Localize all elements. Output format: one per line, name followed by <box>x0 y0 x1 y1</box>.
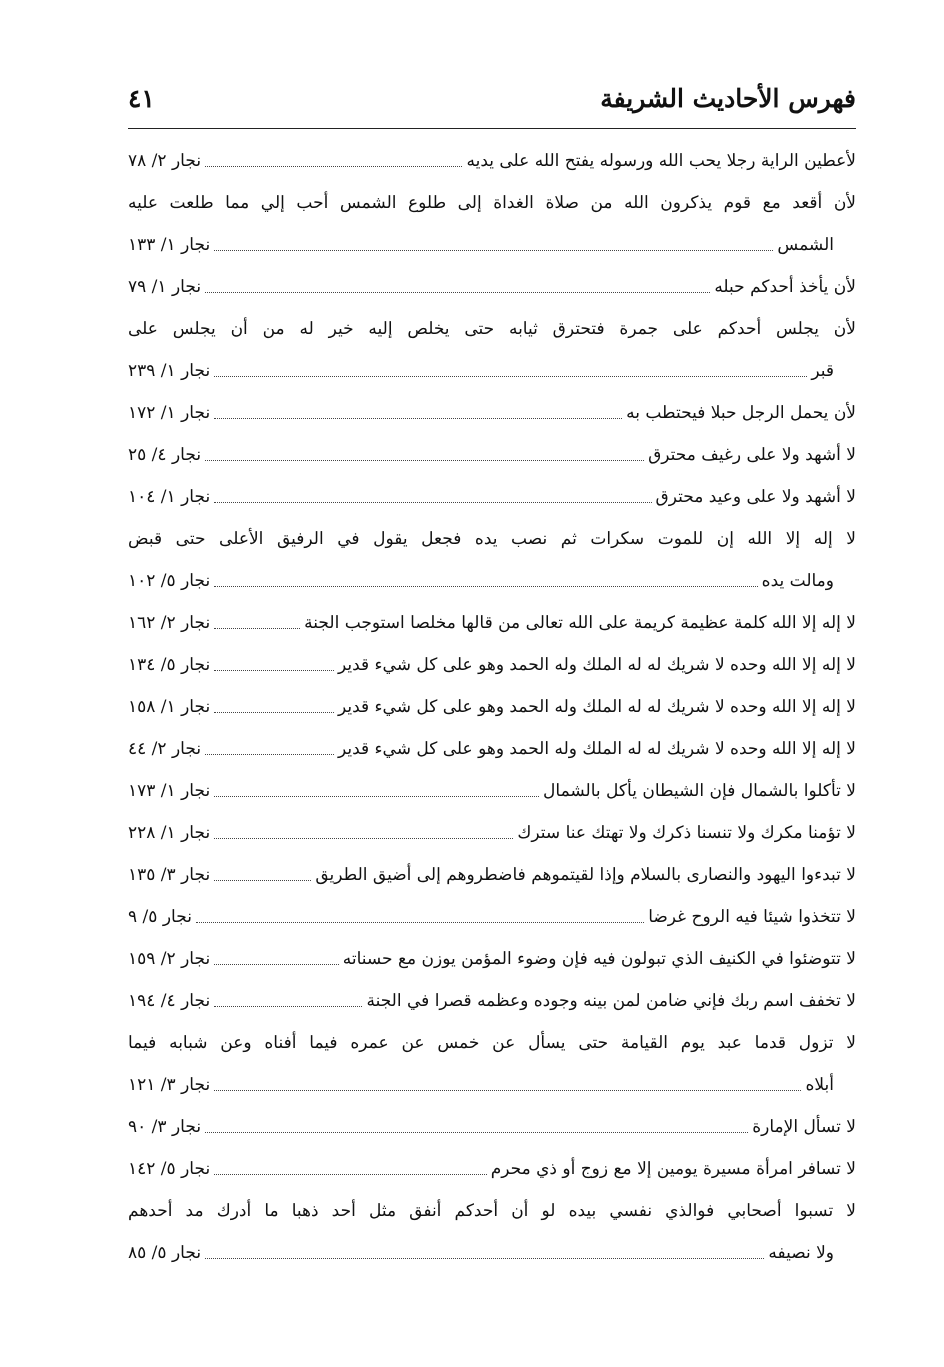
entry-text: أبلاه <box>805 1075 834 1095</box>
index-entry <box>128 602 856 644</box>
entry-text: لا تزول قدما عبد يوم القيامة حتى يسأل عن خمس عن عمره فيما أفناه وعن شبابه فيما <box>128 1033 856 1053</box>
entry-text: لا تتخذوا شيئا فيه الروح غرضا <box>648 907 856 927</box>
entry-reference: نجار ٢/ ٤٤ <box>128 739 202 759</box>
index-entry <box>128 140 856 182</box>
entry-text: لا تسبوا أصحابي فوالذي نفسي بيده لو أن أحدكم أنفق مثل أحد ذهبا ما أدرك مد أحدهم <box>128 1201 856 1221</box>
dot-leader <box>214 796 539 797</box>
index-entry <box>128 770 856 812</box>
dot-leader <box>205 1258 764 1259</box>
dot-leader <box>214 964 339 965</box>
dot-leader <box>196 922 644 923</box>
index-entry <box>128 728 856 770</box>
entry-reference: نجار ٢/ ٧٨ <box>128 151 202 171</box>
index-entry <box>128 392 856 434</box>
entry-reference: نجار ٢/ ١٦٢ <box>128 613 211 633</box>
dot-leader <box>205 166 462 167</box>
index-entry-continued <box>128 518 856 560</box>
entry-text: لا إله إلا الله وحده لا شريك له له الملك وله الحمد وهو على كل شيء قدير <box>337 655 856 675</box>
dot-leader <box>214 670 334 671</box>
entry-text: لا تأكلوا بالشمال فإن الشيطان يأكل بالشمال <box>543 781 856 801</box>
entry-text: لا تسأل الإمارة <box>752 1117 856 1137</box>
entry-reference: نجار ١/ ١٠٤ <box>128 487 211 507</box>
dot-leader <box>214 502 651 503</box>
entry-reference: نجار ٥/ ١٠٢ <box>128 571 211 591</box>
index-entry-continued <box>128 1022 856 1064</box>
dot-leader <box>214 418 622 419</box>
dot-leader <box>205 1132 748 1133</box>
dot-leader <box>214 880 311 881</box>
dot-leader <box>205 754 334 755</box>
entry-reference: نجار ٥/ ١٣٤ <box>128 655 211 675</box>
dot-leader <box>205 292 710 293</box>
entry-reference: نجار ١/ ١٣٣ <box>128 235 211 255</box>
index-entry <box>128 224 856 266</box>
header-rule <box>128 128 856 129</box>
entry-reference: نجار ٥/ ١٤٢ <box>128 1159 211 1179</box>
entry-reference: نجار ١/ ١٥٨ <box>128 697 211 717</box>
entry-text: ولا نصيفه <box>768 1243 834 1263</box>
dot-leader <box>205 460 644 461</box>
index-entry-continued <box>128 308 856 350</box>
entry-text: لأعطين الراية رجلا يحب الله ورسوله يفتح الله على يديه <box>466 151 856 171</box>
index-entry <box>128 266 856 308</box>
index-entry <box>128 812 856 854</box>
entry-text: لا تخفف اسم ربك فإني ضامن لمن بينه وجوده وعظمه قصرا في الجنة <box>366 991 856 1011</box>
entry-text: لا تسافر امرأة مسيرة يومين إلا مع زوج أو ذي محرم <box>490 1159 856 1179</box>
dot-leader <box>214 628 300 629</box>
entry-reference: نجار ١/ ١٧٣ <box>128 781 211 801</box>
entry-text: ومالت يده <box>761 571 834 591</box>
page-number: ٤١ <box>128 83 155 113</box>
entry-text: لأن يحمل الرجل حبلا فيحتطب به <box>626 403 856 423</box>
entry-reference: نجار ٥/ ٨٥ <box>128 1243 202 1263</box>
index-entry <box>128 1106 856 1148</box>
entry-text: لا أشهد ولا على رغيف محترق <box>648 445 856 465</box>
entry-text: الشمس <box>777 235 834 255</box>
entry-text: لا تؤمنا مكرك ولا تنسنا ذكرك ولا تهتك عنا سترك <box>517 823 856 843</box>
entry-reference: نجار ١/ ١٧٢ <box>128 403 211 423</box>
index-entry <box>128 350 856 392</box>
index-entry <box>128 980 856 1022</box>
index-entry <box>128 854 856 896</box>
index-entry-continued <box>128 182 856 224</box>
entry-reference: نجار ٣/ ١٣٥ <box>128 865 211 885</box>
entry-text: لا إله إلا الله إن للموت سكرات ثم نصب يده فجعل يقول في الرفيق الأعلى حتى قبض <box>128 529 856 549</box>
index-entry <box>128 644 856 686</box>
entry-text: لا إله إلا الله وحده لا شريك له له الملك وله الحمد وهو على كل شيء قدير <box>337 739 856 759</box>
entry-text: لا أشهد ولا على وعيد محترق <box>655 487 856 507</box>
dot-leader <box>214 712 334 713</box>
dot-leader <box>214 250 773 251</box>
index-entry <box>128 476 856 518</box>
index-entry <box>128 686 856 728</box>
entry-reference: نجار ٥/ ٩ <box>128 907 192 927</box>
dot-leader <box>214 1006 362 1007</box>
entry-reference: نجار ٢/ ١٥٩ <box>128 949 211 969</box>
hadith-index-list <box>128 140 856 1274</box>
index-entry <box>128 434 856 476</box>
entry-text: لأن يأخذ أحدكم حبله <box>714 277 856 297</box>
entry-reference: نجار ٣/ ٩٠ <box>128 1117 202 1137</box>
entry-reference: نجار ١/ ٢٢٨ <box>128 823 211 843</box>
dot-leader <box>214 586 757 587</box>
dot-leader <box>214 838 513 839</box>
entry-text: لا تبدءوا اليهود والنصارى بالسلام وإذا لقيتموهم فاضطروهم إلى أضيق الطريق <box>315 865 856 885</box>
page-header <box>128 78 856 118</box>
entry-reference: نجار ١/ ٧٩ <box>128 277 202 297</box>
entry-reference: نجار ١/ ٢٣٩ <box>128 361 211 381</box>
dot-leader <box>214 376 807 377</box>
dot-leader <box>214 1090 801 1091</box>
index-entry-continued <box>128 1190 856 1232</box>
index-entry <box>128 1148 856 1190</box>
index-entry <box>128 1232 856 1274</box>
entry-reference: نجار ٤/ ٢٥ <box>128 445 202 465</box>
entry-reference: نجار ٣/ ١٢١ <box>128 1075 211 1095</box>
entry-text: قبر <box>811 361 834 381</box>
entry-text: لا إله إلا الله وحده لا شريك له له الملك وله الحمد وهو على كل شيء قدير <box>337 697 856 717</box>
entry-text: لا تتوضئوا في الكنيف الذي تبولون فيه فإن وضوء المؤمن يوزن مع حسناته <box>342 949 856 969</box>
page-title: فهرس الأحاديث الشريفة <box>600 83 856 113</box>
entry-text: لا إله إلا الله كلمة عظيمة كريمة على الله تعالى من قالها مخلصا استوجب الجنة <box>304 613 856 633</box>
index-entry <box>128 896 856 938</box>
index-entry <box>128 938 856 980</box>
index-entry <box>128 560 856 602</box>
entry-text: لأن يجلس أحدكم على جمرة فتحترق ثيابه حتى يخلص إليه خير له من أن يجلس على <box>128 319 856 339</box>
entry-reference: نجار ٤/ ١٩٤ <box>128 991 211 1011</box>
index-entry <box>128 1064 856 1106</box>
dot-leader <box>214 1174 487 1175</box>
entry-text: لأن أقعد مع قوم يذكرون الله من صلاة الغداة إلى طلوع الشمس أحب إلي مما طلعت عليه <box>128 193 856 213</box>
